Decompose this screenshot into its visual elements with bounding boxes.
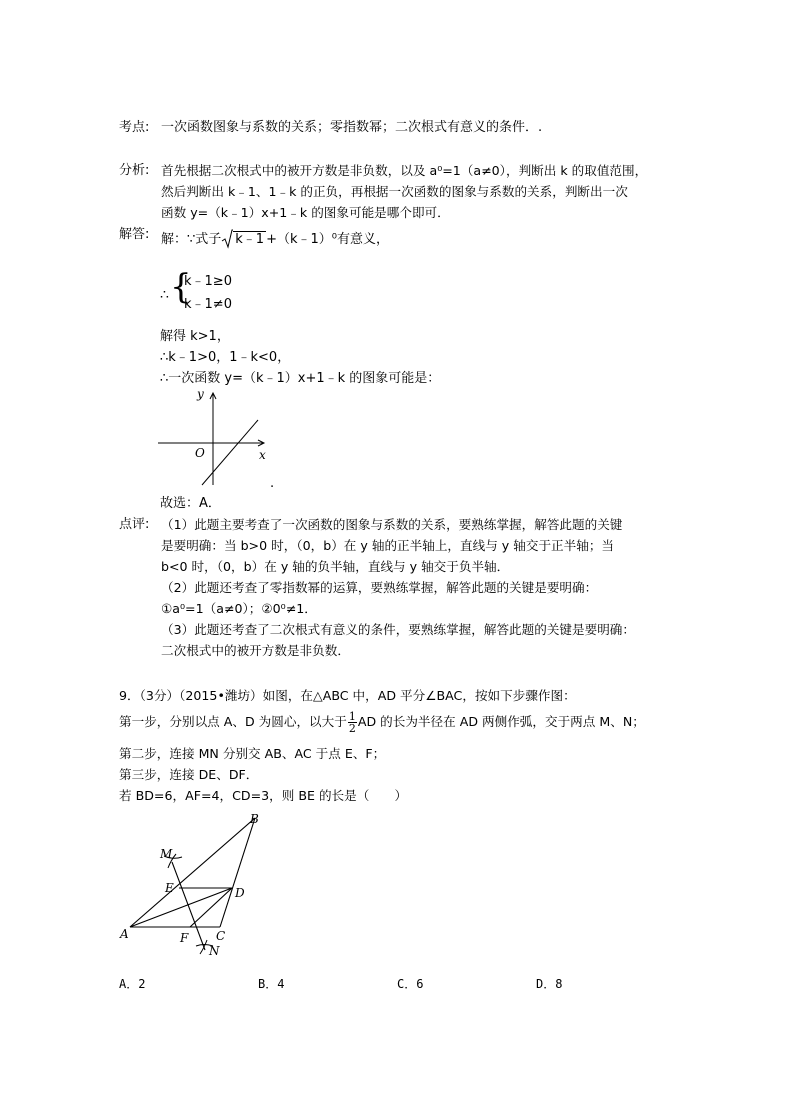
kaodian-label: 考点: [119,120,150,135]
q9-step-1-prefix: 第一步，分别以点 A、D 为圆心，以大于 [119,714,347,729]
choice-line: 故选：A． [160,496,221,511]
option-C[interactable] [397,976,423,992]
point-A-label: A [120,927,129,941]
fenxi-line-1: 首先根据二次根式中的被开方数是非负数，以及 a⁰=1（a≠0），判断出 k 的取值范围， [161,163,648,178]
q9-step-1-suffix: AD 的长为半径在 AD 两侧作弧，交于两点 M、N； [357,714,645,729]
function-line [202,420,258,485]
point-N-label: N [209,944,220,958]
linear-function-graph [150,385,280,495]
graph-trailing-dot: . [270,476,275,491]
point-M-label: M [160,847,173,861]
dianping-p1-line-1: （1）此题主要考查了一次函数的图象与系数的关系，要熟练掌握，解答此题的关键 [161,517,623,532]
option-D-value: 8 [555,977,563,991]
kaodian-text: 一次函数图象与系数的关系；零指数幂；二次根式有意义的条件．. [161,120,543,135]
graph-origin-label: O [195,446,205,460]
graph-y-label: y [197,387,204,401]
q9-step-2: 第二步，连接 MN 分别交 AB、AC 于点 E、F； [119,746,386,761]
graph-x-label: x [259,448,266,462]
dianping-p2-line-1: （2）此题还考查了零指数幂的运算，要熟练掌握，解答此题的关键是要明确： [161,580,598,595]
system-line-2: k﹣1≠0 [184,297,232,312]
sqrt-expression [221,232,266,248]
sqrt-content: k﹣1 [235,232,265,247]
jieda-intro-prefix: 解：∵式子 [161,232,222,247]
fenxi-label: 分析: [119,163,150,178]
option-A-label: A． [119,977,139,991]
option-C-value: 6 [416,977,424,991]
fenxi-line-3: 函数 y=（k﹣1）x+1﹣k 的图象可能是哪个即可． [161,205,450,220]
fenxi-line-2: 然后判断出 k﹣1、1﹣k 的正负，再根据一次函数的图象与系数的关系，判断出一次 [161,184,628,199]
half-fraction [348,711,357,734]
fraction-denominator: 2 [348,722,356,735]
graph-line: ∴一次函数 y=（k﹣1）x+1﹣k 的图象可能是： [160,371,441,386]
q9-step-3: 第三步，连接 DE、DF． [119,767,259,782]
option-D-label: D． [536,977,556,991]
point-B-label: B [250,812,259,826]
point-D-label: D [235,886,245,900]
q9-question: 若 BD=6，AF=4，CD=3，则 BE 的长是（ ） [119,788,408,803]
dianping-p3-line-2: 二次根式中的被开方数是非负数． [161,643,350,658]
q9-step-1 [119,710,645,734]
segment-BC [220,818,255,927]
arc-N-2 [200,940,207,954]
option-B-label: B． [258,977,278,991]
q9-stem: 9．（3分）（2015•潍坊）如图，在△ABC 中，AD 平分∠BAC，按如下步骤作图： [119,688,576,703]
segment-AD [130,888,232,927]
jieda-intro [161,232,389,248]
option-D[interactable] [536,976,562,992]
option-A[interactable] [119,976,145,992]
fraction-numerator: 1 [348,710,356,723]
solve-line: 解得 k>1， [160,329,230,344]
system-line-1: k﹣1≥0 [184,274,232,289]
option-C-label: C． [397,977,417,991]
option-A-value: 2 [138,977,146,991]
jieda-label: 解答: [119,227,150,242]
dianping-p1-line-3: b<0 时，（0，b）在 y 轴的负半轴，直线与 y 轴交于负半轴． [161,559,510,574]
jieda-intro-suffix: +（k﹣1）⁰有意义， [266,232,389,247]
dianping-p3-line-1: （3）此题还考查了二次根式有意义的条件，要熟练掌握，解答此题的关键是要明确： [161,622,635,637]
sign-line: ∴k﹣1>0，1﹣k<0， [160,350,291,365]
system-brace: { [170,267,192,307]
triangle-construction-figure [118,810,288,970]
segment-MN [172,862,205,950]
point-C-label: C [216,929,226,943]
option-B-value: 4 [277,977,285,991]
therefore-symbol: ∴ [160,287,169,303]
sqrt-sign-icon [221,229,233,249]
dianping-label: 点评: [119,517,150,532]
option-B[interactable] [258,976,284,992]
dianping-p1-line-2: 是要明确：当 b>0 时，（0，b）在 y 轴的正半轴上，直线与 y 轴交于正半轴；当 [161,538,615,553]
dianping-p2-line-2: ①a⁰=1（a≠0）；②0⁰≠1． [161,601,317,616]
point-E-label: E [165,881,174,895]
segment-AB [130,818,255,927]
point-F-label: F [180,931,189,945]
